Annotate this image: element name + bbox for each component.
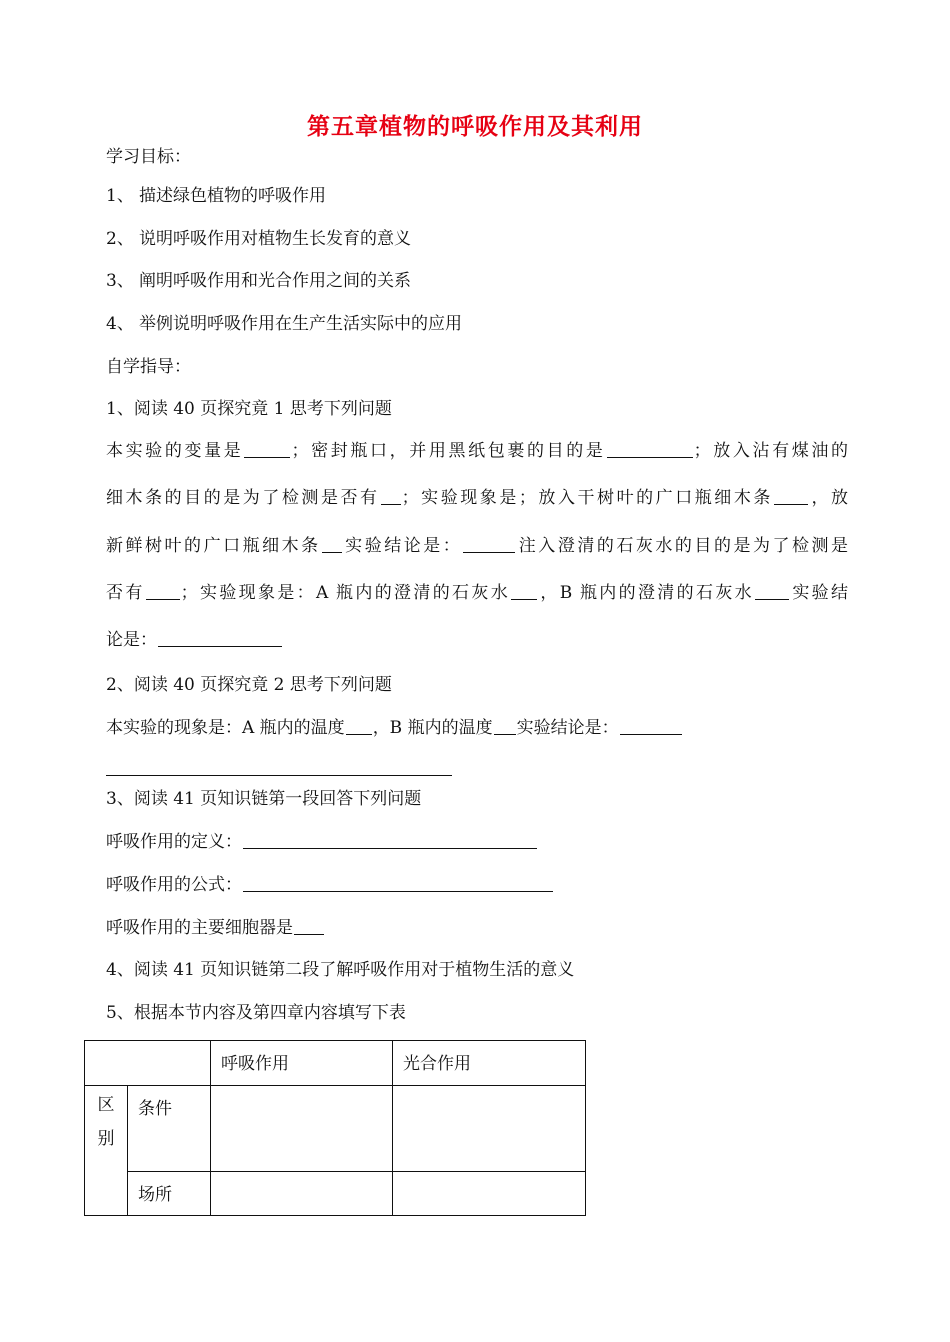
- goal-number: 2、: [106, 229, 134, 249]
- table-corner-cell: [85, 1041, 211, 1086]
- goal-text: 说明呼吸作用对植物生长发育的意义: [139, 229, 411, 249]
- text-segment: 注入澄清的石灰水的目的是为了检测是: [516, 536, 849, 556]
- text-segment: 否有: [106, 583, 145, 603]
- text-segment: 实验结: [789, 583, 848, 603]
- page-title: 第五章植物的呼吸作用及其利用: [307, 114, 643, 140]
- table-row: [85, 1086, 586, 1172]
- text-segment: 呼吸作用的公式：: [106, 875, 242, 895]
- text-segment: 实验结论是：: [516, 718, 619, 738]
- question-1-line-1: [106, 439, 848, 463]
- question-2-line-1: [106, 716, 683, 740]
- group-label-char: 别: [97, 1129, 115, 1149]
- comparison-table: [84, 1040, 586, 1216]
- goal-text: 举例说明呼吸作用在生产生活实际中的应用: [139, 314, 462, 334]
- answer-blank[interactable]: [243, 831, 537, 849]
- table-cell-photosynthesis-location[interactable]: [393, 1172, 586, 1216]
- question-2-title: 2、阅读 40 页探究竟 2 思考下列问题: [106, 675, 392, 695]
- answer-blank[interactable]: [755, 582, 789, 600]
- answer-blank[interactable]: [158, 629, 282, 647]
- table-header-row: [85, 1041, 586, 1086]
- text-segment: 细木条的目的是为了检测是否有: [106, 488, 380, 508]
- text-segment: 实验结论是：: [342, 536, 463, 556]
- text-segment: 呼吸作用的定义：: [106, 832, 242, 852]
- table-group-label: [85, 1086, 128, 1216]
- goal-number: 3、: [106, 271, 134, 291]
- text-segment: ；实验现象是：A 瓶内的澄清的石灰水: [180, 583, 511, 603]
- answer-blank[interactable]: [463, 535, 515, 553]
- answer-blank[interactable]: [620, 717, 682, 735]
- goal-item-1: [106, 184, 326, 208]
- group-label-char: 区: [97, 1095, 115, 1115]
- text-segment: 论是：: [106, 630, 157, 650]
- respiration-organelle: [106, 916, 325, 940]
- goal-number: 4、: [106, 314, 134, 334]
- table-cell-respiration-location[interactable]: [211, 1172, 393, 1216]
- text-segment: ；密封瓶口，并用黑纸包裹的目的是: [291, 441, 606, 461]
- text-segment: 新鲜树叶的广口瓶细木条: [106, 536, 321, 556]
- answer-blank[interactable]: [346, 717, 372, 735]
- text-segment: 本实验的变量是: [106, 441, 244, 461]
- table-row-label-location: 场所: [128, 1172, 211, 1216]
- question-1-title: 1、阅读 40 页探究竟 1 思考下列问题: [106, 399, 392, 419]
- answer-blank[interactable]: [774, 487, 808, 505]
- answer-blank[interactable]: [322, 535, 342, 553]
- respiration-formula: [106, 873, 554, 897]
- text-segment: 本实验的现象是：A 瓶内的温度: [106, 718, 345, 738]
- answer-line[interactable]: [106, 775, 452, 776]
- answer-blank[interactable]: [294, 917, 324, 935]
- table-header-photosynthesis: 光合作用: [393, 1041, 586, 1086]
- text-segment: ，B 瓶内的澄清的石灰水: [538, 583, 754, 603]
- goal-text: 描述绿色植物的呼吸作用: [139, 186, 326, 206]
- answer-blank[interactable]: [607, 440, 693, 458]
- text-segment: ；实验现象是；放入干树叶的广口瓶细木条: [401, 488, 773, 508]
- goal-item-4: [106, 312, 462, 336]
- guide-heading: 自学指导：: [106, 357, 191, 377]
- question-1-line-5: [106, 628, 283, 652]
- answer-blank[interactable]: [511, 582, 537, 600]
- question-1-line-4: [106, 581, 848, 605]
- question-3-title: 3、阅读 41 页知识链第一段回答下列问题: [106, 789, 422, 809]
- answer-blank[interactable]: [244, 440, 290, 458]
- goal-number: 1、: [106, 186, 134, 206]
- question-1-line-3: [106, 534, 848, 558]
- goal-item-2: [106, 227, 411, 251]
- text-segment: ；放入沾有煤油的: [693, 441, 849, 461]
- goal-item-3: [106, 269, 411, 293]
- question-1-line-2: [106, 486, 848, 510]
- text-segment: ，B 瓶内的温度: [372, 718, 493, 738]
- table-cell-photosynthesis-condition[interactable]: [393, 1086, 586, 1172]
- answer-blank[interactable]: [243, 874, 553, 892]
- answer-blank[interactable]: [494, 717, 516, 735]
- goals-heading: 学习目标：: [106, 147, 191, 167]
- text-segment: 呼吸作用的主要细胞器是: [106, 918, 293, 938]
- question-5-title: 5、根据本节内容及第四章内容填写下表: [106, 1003, 406, 1023]
- text-segment: ，放: [808, 488, 849, 508]
- table-header-respiration: 呼吸作用: [211, 1041, 393, 1086]
- answer-blank[interactable]: [146, 582, 180, 600]
- respiration-definition: [106, 830, 538, 854]
- table-cell-respiration-condition[interactable]: [211, 1086, 393, 1172]
- table-row-label-condition: 条件: [128, 1086, 211, 1172]
- answer-blank[interactable]: [381, 487, 401, 505]
- table-row: [85, 1172, 586, 1216]
- goal-text: 阐明呼吸作用和光合作用之间的关系: [139, 271, 411, 291]
- question-4-title: 4、阅读 41 页知识链第二段了解呼吸作用对于植物生活的意义: [106, 960, 575, 980]
